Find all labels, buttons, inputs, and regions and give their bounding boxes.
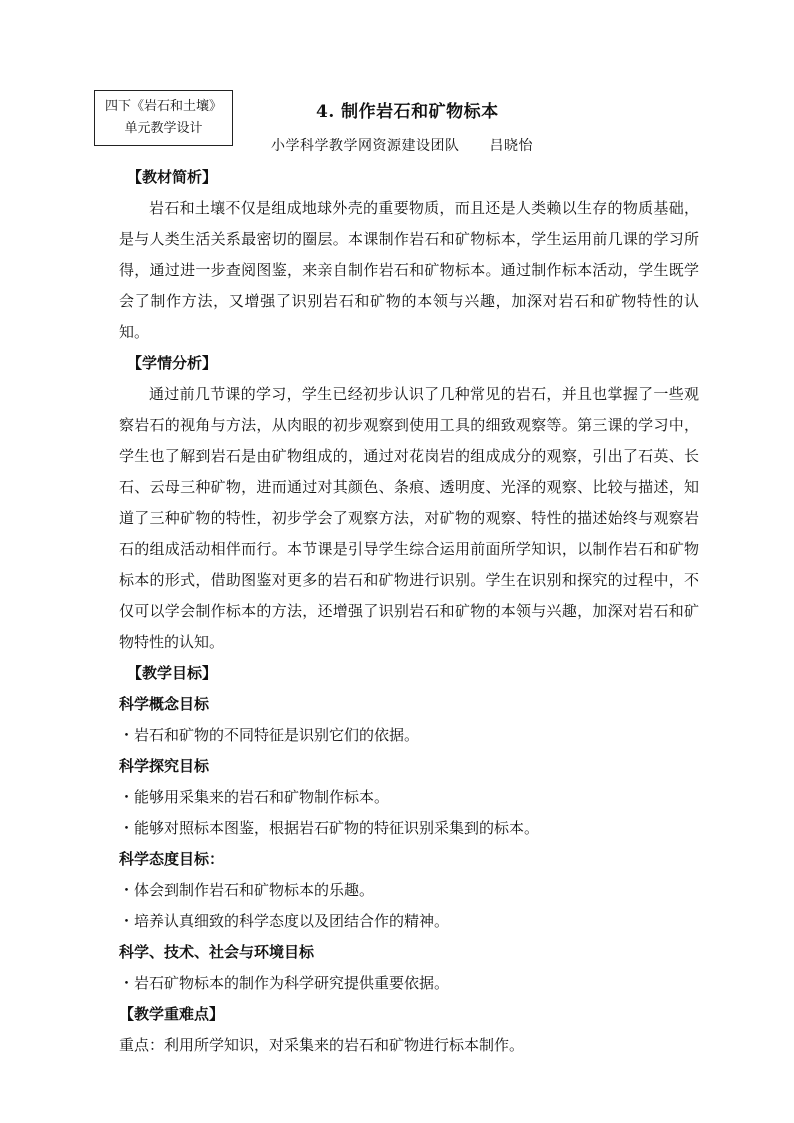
objective-title-stse: 科学、技术、社会与环境目标 [119, 943, 315, 961]
objective-title-concept: 科学概念目标 [119, 695, 210, 713]
objective-title-attitude: 科学态度目标： [119, 850, 225, 868]
section-body-textbook: 岩石和土壤不仅是组成地球外壳的重要物质，而且还是人类赖以生存的物质基础，是与人类生活关系最密切的圈层。本课制作岩石和矿物标本，学生运用前几课的学习所得，通过进一步查阅图鉴，来亲自制作岩石和矿物标本。通过制作标本活动，学生既学会了制作方法，又增强了识别岩石和矿物的本领与兴趣，加深对岩石和矿物特性的认知。 [119, 199, 699, 341]
section-heading-keypoints: 【教学重难点】 [119, 1005, 225, 1023]
unit-label-line1: 四下《岩石和土壤》 [104, 99, 222, 114]
objective-title-inquiry: 科学探究目标 [119, 757, 210, 775]
lesson-title: 4. 制作岩石和矿物标本 [316, 102, 499, 122]
objective-item: ・能够对照标本图鉴，根据岩石矿物的特征识别采集到的标本。 [119, 819, 540, 837]
team-name: 小学科学教学网资源建设团队 [271, 138, 460, 154]
section-body-learners: 通过前几节课的学习，学生已经初步认识了几种常见的岩石，并且也掌握了一些观察岩石的视角与方法，从肉眼的初步观察到使用工具的细致观察等。第三课的学习中，学生也了解到岩石是由矿物组成的，通过对花岗岩的组成成分的观察，引出了石英、长石、云母三种矿物，进而通过对其颜色、条痕、透明度、光泽的观察、比较与描述，知道了三种矿物的特性，初步学会了观察方法，对矿物的观察、特性的描述始终与观察岩石的组成活动相伴而行。本节课是引导学生综合运用前面所学知识，以制作岩石和矿物标本的形式，借助图鉴对更多的岩石和矿物进行识别。学生在识别和探究的过程中，不仅可以学会制作标本的方法，还增强了识别岩石和矿物的本领与兴趣，加深对岩石和矿物特性的认知。 [119, 385, 699, 651]
objective-item: ・岩石矿物标本的制作为科学研究提供重要依据。 [119, 974, 450, 992]
objective-item: ・培养认真细致的科学态度以及团结合作的精神。 [119, 912, 450, 930]
keypoint-text: 重点：利用所学知识，对采集来的岩石和矿物进行标本制作。 [119, 1036, 525, 1054]
objective-item: ・岩石和矿物的不同特征是识别它们的依据。 [119, 726, 420, 744]
unit-label-box [94, 90, 233, 146]
unit-label-line2: 单元教学设计 [124, 121, 203, 136]
objective-item: ・能够用采集来的岩石和矿物制作标本。 [119, 788, 390, 806]
author-line [271, 135, 533, 155]
section-heading-objectives: 【教学目标】 [127, 664, 218, 682]
objective-item: ・体会到制作岩石和矿物标本的乐趣。 [119, 881, 375, 899]
document-body [119, 162, 699, 1061]
section-heading-learners: 【学情分析】 [127, 354, 218, 372]
section-heading-textbook: 【教材简析】 [127, 168, 218, 186]
author-name: 吕晓怡 [489, 138, 533, 154]
